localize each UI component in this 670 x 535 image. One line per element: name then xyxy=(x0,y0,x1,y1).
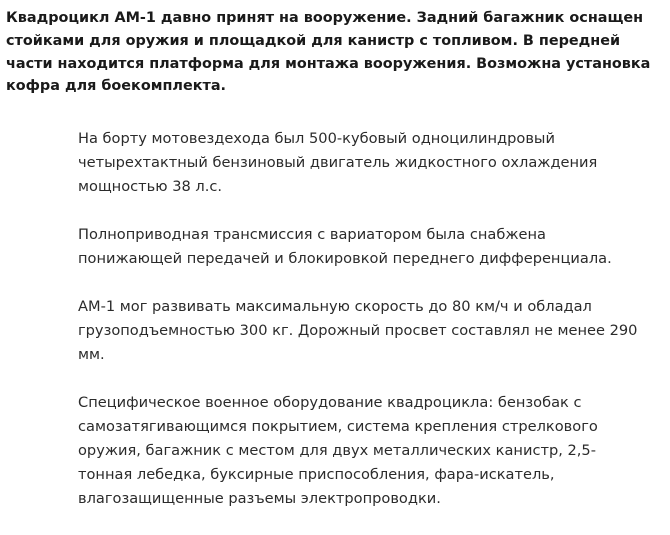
paragraph-military-equipment: Специфическое военное оборудование квадроцикла: бензобак с самозатягивающимся покрытием, система крепления стрелкового оружия, багажник с местом для двух металлических канистр, 2,5-тонная лебедка, буксирные приспособления, фара-искатель, влагозащищенные разъемы электропроводки. xyxy=(78,394,598,507)
article-body xyxy=(78,127,648,535)
paragraph-engine: На борту мотовездехода был 500-кубовый одноцилиндровый четырехтактный бензиновый двигатель жидкостного охлаждения мощностью 38 л.с. xyxy=(78,130,598,195)
paragraph-performance: АМ-1 мог развивать максимальную скорость до 80 км/ч и обладал грузоподъемностью 300 кг. Дорожный просвет составлял не менее 290 мм. xyxy=(78,298,638,363)
paragraph-transmission: Полноприводная трансмиссия с вариатором была снабжена понижающей передачей и блокировкой переднего дифференциала. xyxy=(78,226,612,267)
article-lead: Квадроцикл АМ-1 давно принят на вооружение. Задний багажник оснащен стойками для оружия и площадкой для канистр с топливом. В передней части находится платформа для монтажа вооружения. Возможна установка кофра для боекомплекта. xyxy=(6,10,651,95)
